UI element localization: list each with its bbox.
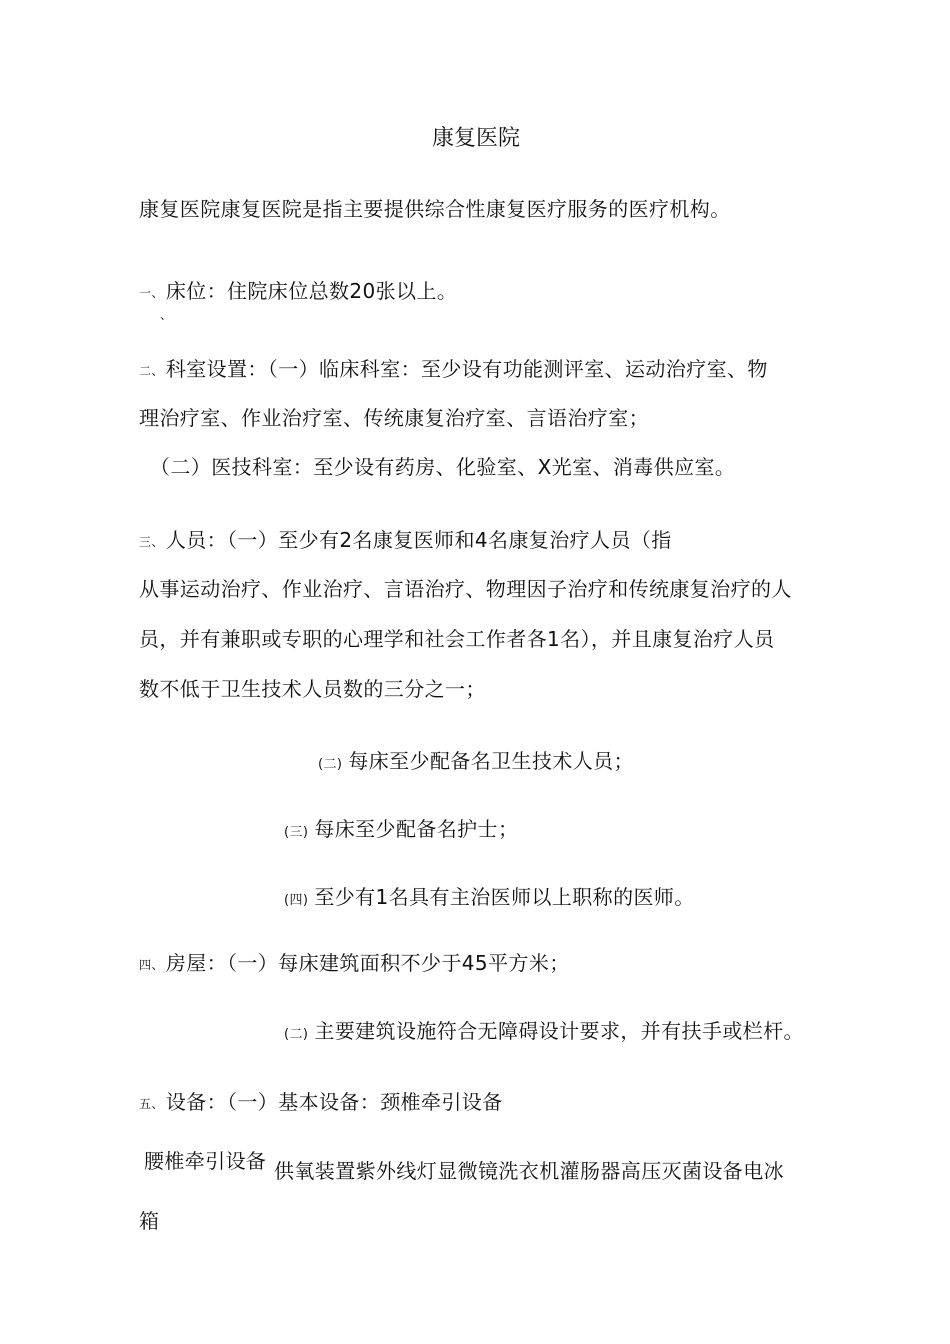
section-text: 房屋：（一）每床建筑面积不少于45平方米；	[165, 951, 570, 975]
item-number: (四)	[284, 893, 309, 908]
section-departments	[139, 356, 768, 384]
section-beds	[139, 278, 457, 306]
item-number: (三)	[284, 825, 309, 840]
section-number: 五、	[139, 1097, 164, 1111]
section-number: 一、	[139, 286, 164, 300]
text-line: 理治疗室、作业治疗室、传统康复治疗室、言语治疗室；	[139, 406, 649, 430]
section-text: 科室设置：（一）临床科室：至少设有功能测评室、运动治疗室、物	[165, 357, 768, 381]
section-text: 人员：（一）至少有2名康复医师和4名康复治疗人员（指	[165, 528, 672, 552]
item-number: (二)	[318, 757, 343, 772]
section-number: 四、	[139, 958, 164, 972]
text-line: 员，并有兼职或专职的心理学和社会工作者各1名），并且康复治疗人员	[139, 627, 775, 651]
item-text: 每床至少配备名卫生技术人员；	[348, 749, 634, 773]
clipped-text: 腰椎牵引设备	[144, 1149, 267, 1173]
section-building	[139, 950, 570, 978]
item-text: 每床至少配备名护士；	[314, 817, 519, 841]
page-title: 康复医院	[432, 126, 521, 151]
list-item	[284, 816, 518, 846]
text-line: 从事运动治疗、作业治疗、言语治疗、物理因子治疗和传统康复治疗的人	[139, 577, 792, 601]
item-number: (二)	[284, 1027, 309, 1042]
section-text: 设备：（一）基本设备：颈椎牵引设备	[165, 1090, 503, 1114]
intro-paragraph: 康复医院康复医院是指主要提供综合性康复医疗服务的医疗机构。	[139, 197, 731, 221]
section-staff	[139, 527, 672, 555]
text-line: 供氧装置紫外线灯显微镜洗衣机灌肠器高压灭菌设备电冰	[274, 1159, 784, 1183]
text-line: 数不低于卫生技术人员数的三分之一；	[139, 677, 486, 701]
text-line: 箱	[139, 1209, 160, 1233]
section-number: 二、	[139, 364, 164, 378]
list-item	[318, 748, 634, 778]
item-text: 主要建筑设施符合无障碍设计要求，并有扶手或栏杆。	[314, 1019, 804, 1043]
list-item	[284, 884, 695, 914]
stray-mark: 、	[160, 308, 173, 322]
section-equipment	[139, 1089, 503, 1117]
item-text: 至少有1名具有主治医师以上职称的医师。	[314, 885, 695, 909]
text-line: （二）医技科室：至少设有药房、化验室、X光室、消毒供应室。	[150, 455, 736, 479]
section-number: 三、	[139, 535, 164, 549]
list-item	[284, 1018, 804, 1048]
section-text: 床位：住院床位总数20张以上。	[165, 279, 458, 303]
